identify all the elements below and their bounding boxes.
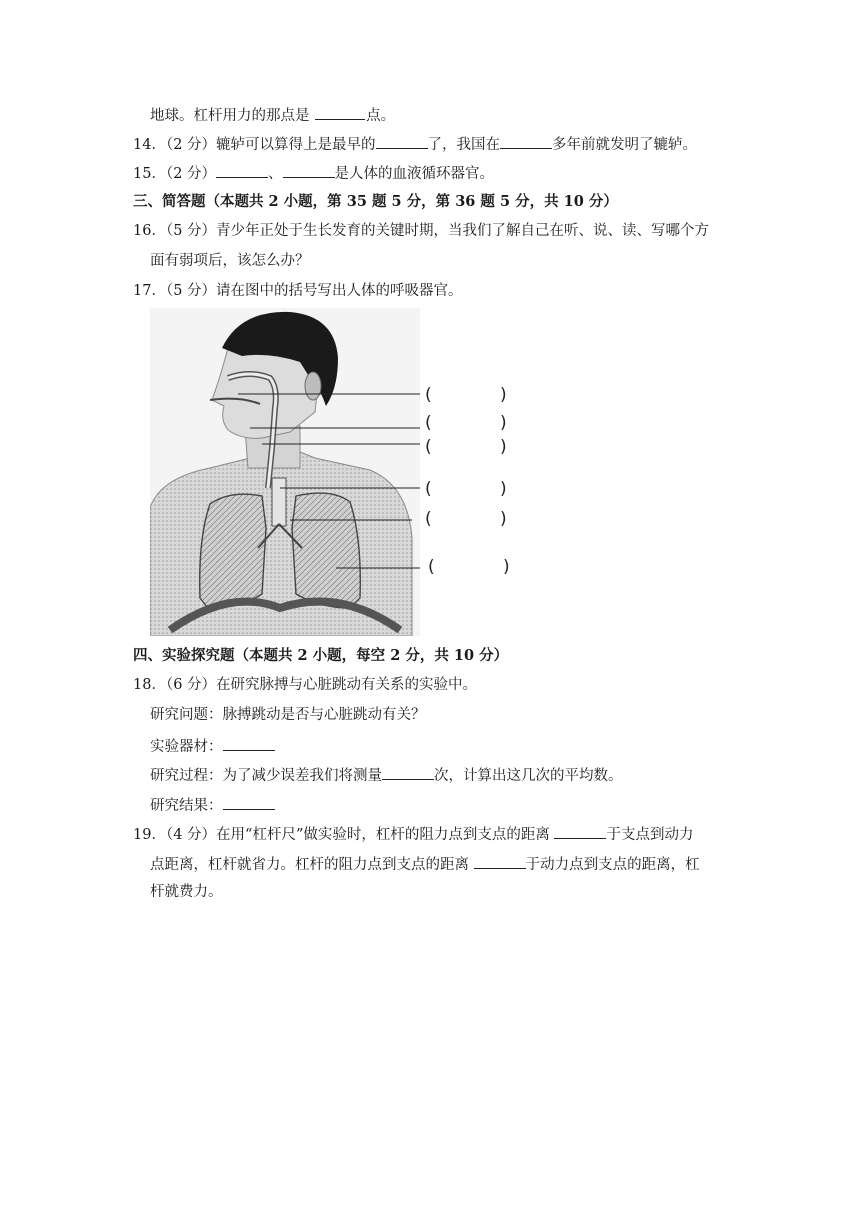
q18-equipment	[150, 735, 275, 757]
q18-process-end: 次，计算出这几次的平均数。	[434, 768, 623, 784]
bracket-open-5: (	[425, 509, 432, 529]
bracket-open-4: (	[425, 479, 432, 499]
bracket-close-2: )	[500, 413, 507, 433]
body-illustration	[150, 308, 420, 636]
q14-mid: 了，我国在	[427, 137, 501, 153]
question-19-line1	[133, 823, 693, 845]
bracket-close-5: )	[500, 509, 507, 529]
bracket-close-6: )	[503, 557, 510, 577]
answer-blank[interactable]	[283, 162, 335, 178]
bracket-open-2: (	[425, 413, 432, 433]
question-14	[133, 133, 697, 155]
answer-blank[interactable]	[554, 823, 606, 839]
question-16-line1: 16．（5 分）青少年正处于生长发育的关键时期，当我们了解自己在听、说、读、写哪个方	[133, 223, 710, 239]
question-18: 18．（6 分）在研究脉搏与心脏跳动有关系的实验中。	[133, 677, 478, 693]
q15-end: 是人体的血液循环器官。	[334, 166, 495, 182]
q13-text-end: 点。	[366, 108, 396, 124]
q19-text-2-end: 于动力点到支点的距离，杠	[525, 857, 700, 873]
answer-brackets	[425, 385, 510, 577]
q18-equipment-label: 实验器材：	[150, 739, 223, 755]
answer-blank[interactable]	[474, 853, 526, 869]
q18-result	[150, 794, 275, 816]
answer-blank[interactable]	[216, 162, 268, 178]
q14-end: 多年前就发明了辘轳。	[552, 137, 698, 153]
answer-blank[interactable]	[382, 764, 434, 780]
q19-text-1: 19．（4 分）在用“杠杆尺”做实验时，杠杆的阻力点到支点的距离	[133, 827, 555, 843]
bracket-open-1: (	[425, 385, 432, 405]
bracket-close-1: )	[500, 385, 507, 405]
q15-text: 15．（2 分）	[133, 166, 217, 182]
section-4-heading: 四、实验探究题（本题共 2 小题，每空 2 分，共 10 分）	[133, 647, 509, 664]
bracket-close-3: )	[500, 437, 507, 457]
bracket-close-4: )	[500, 479, 507, 499]
question-19-line3: 杆就费力。	[150, 884, 223, 900]
q18-process	[150, 764, 623, 786]
q18-process-text: 研究过程：为了减少误差我们将测量	[150, 768, 382, 784]
bracket-open-3: (	[425, 437, 432, 457]
q13-continuation	[150, 104, 395, 126]
answer-blank[interactable]	[315, 104, 365, 120]
q19-text-2: 点距离，杠杆就省力。杠杆的阻力点到支点的距离	[150, 857, 474, 873]
answer-blank[interactable]	[223, 794, 275, 810]
q15-mid: 、	[268, 166, 283, 182]
answer-blank[interactable]	[223, 735, 275, 751]
q18-problem: 研究问题：脉搏跳动是否与心脏跳动有关？	[150, 707, 426, 723]
q19-text-1-end: 于支点到动力	[606, 827, 694, 843]
question-19-line2	[150, 853, 700, 875]
bracket-open-6: (	[428, 557, 435, 577]
question-15	[133, 162, 494, 184]
answer-blank[interactable]	[500, 133, 552, 149]
answer-blank[interactable]	[376, 133, 428, 149]
question-16-line2: 面有弱项后，该怎么办？	[150, 253, 310, 269]
q13-text: 地球。杠杆用力的那点是	[150, 108, 315, 124]
respiratory-system-figure	[150, 308, 530, 636]
q18-result-label: 研究结果：	[150, 798, 223, 814]
question-17: 17．（5 分）请在图中的括号写出人体的呼吸器官。	[133, 283, 463, 299]
section-3-heading: 三、简答题（本题共 2 小题，第 35 题 5 分，第 36 题 5 分，共 10 分）	[133, 193, 618, 210]
q14-text: 14．（2 分）辘轳可以算得上是最早的	[133, 137, 376, 153]
